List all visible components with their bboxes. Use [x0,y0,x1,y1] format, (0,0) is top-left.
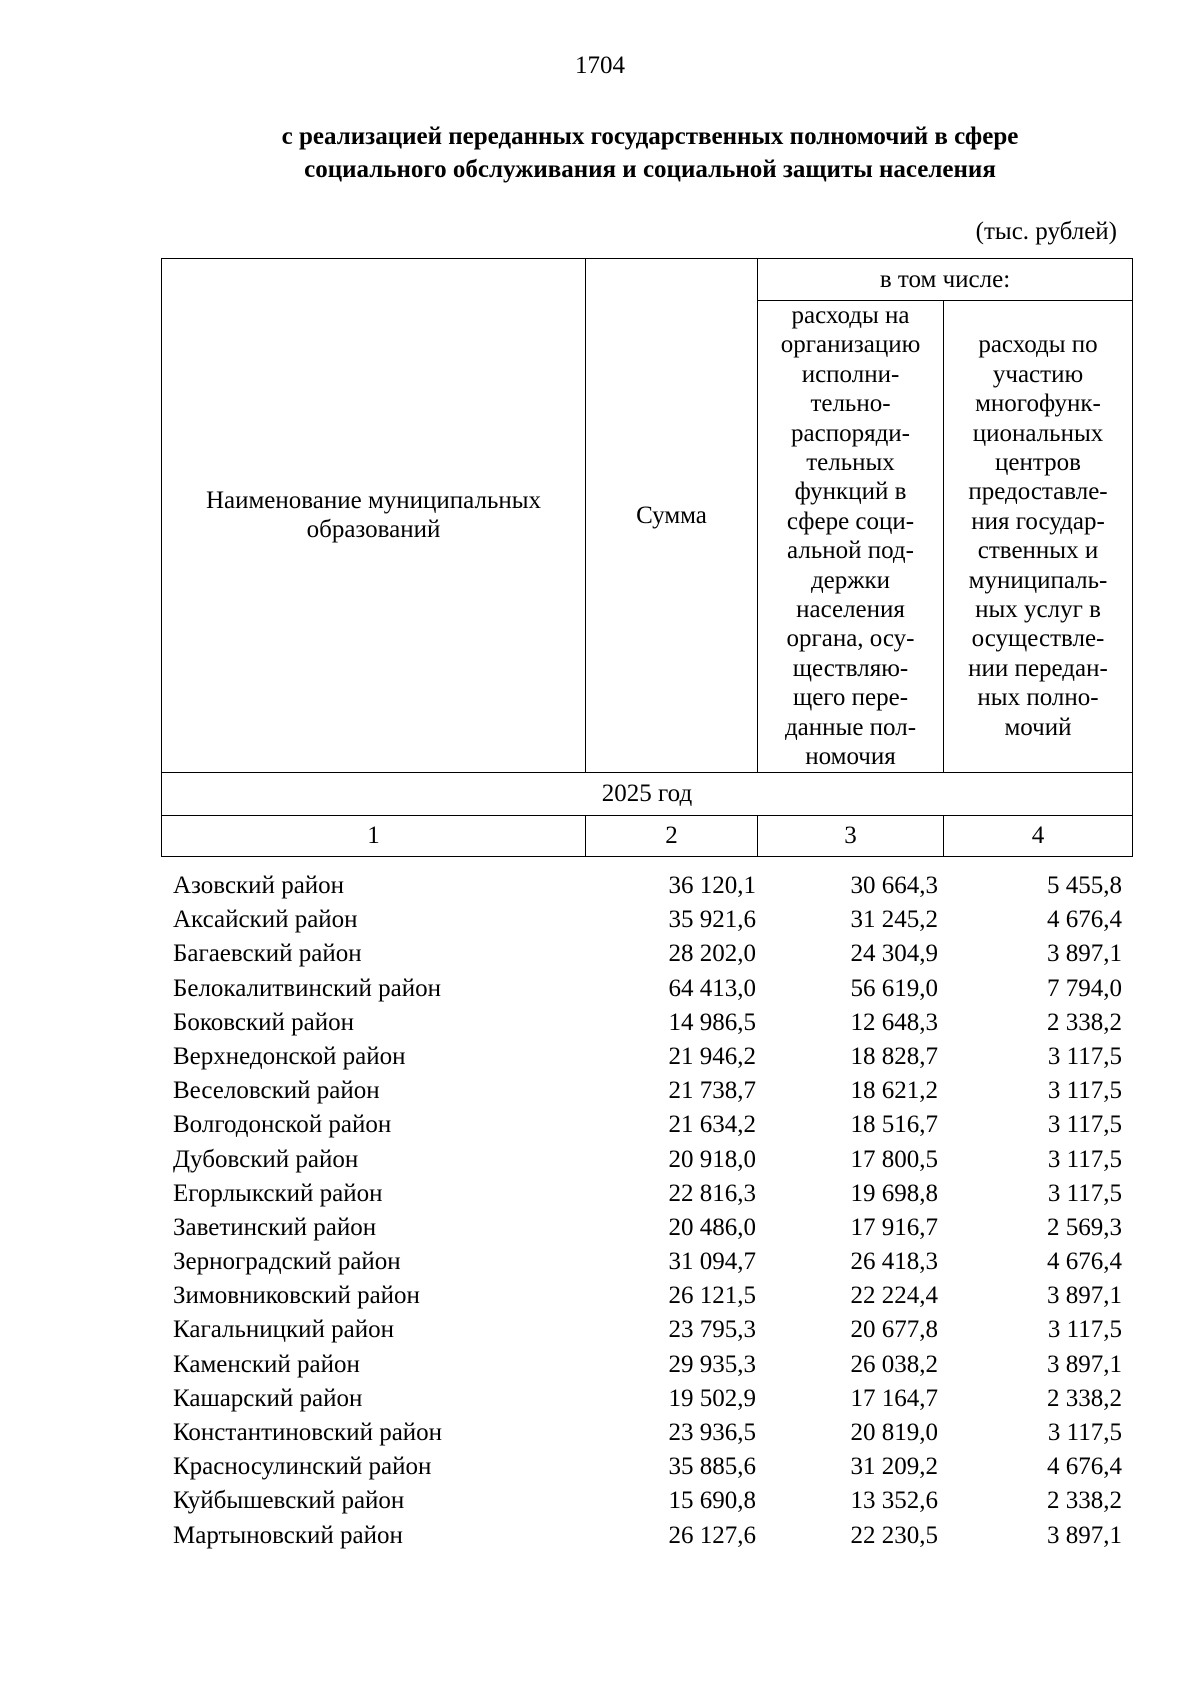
sum-value: 22 816,3 [668,1179,756,1207]
header-line: ных услуг в [975,596,1101,624]
col4-value: 2 338,2 [1047,1384,1122,1412]
table-row [0,1111,1200,1145]
district-name: Куйбышевский район [173,1487,405,1515]
district-name: Азовский район [173,872,345,899]
table-row [0,1282,1200,1316]
col3-header-lines [762,301,939,772]
col3-value: 18 621,2 [850,1077,938,1105]
header-line: данные пол- [784,713,917,741]
district-name: Заветинский район [173,1213,377,1241]
header-line: номочия [805,743,896,771]
column-number-2: 2 [586,815,758,856]
sum-value: 23 795,3 [668,1316,756,1344]
district-name: Константиновский район [173,1419,443,1446]
table-row [0,1522,1200,1556]
district-name: Веселовский район [173,1077,380,1105]
col4-value: 3 117,5 [1047,1145,1122,1173]
sum-value: 23 936,5 [668,1419,756,1446]
year-row: 2025 год [162,772,1133,815]
table-row [0,1214,1200,1248]
header-line: расходы на [791,302,910,329]
district-name: Багаевский район [173,940,362,968]
col4-value: 3 117,5 [1047,1316,1122,1344]
header-line: участию [992,360,1084,388]
table-body [0,872,1200,1556]
district-name: Кагальницкий район [173,1316,395,1344]
table-row [0,1419,1200,1453]
col4-value: 4 676,4 [1047,1248,1122,1276]
col3-value: 18 828,7 [850,1042,938,1070]
col4-value: 3 117,5 [1047,1419,1122,1446]
heading-line-1: с реализацией переданных государственных полномочий в сфере [281,123,1019,150]
column-header-col4 [944,301,1133,773]
col3-value: 17 800,5 [850,1145,938,1173]
header-line: многофунк- [975,390,1101,418]
table-row [0,1146,1200,1180]
column-header-name: Наименование муниципальных образований [162,259,586,773]
col3-value: 12 648,3 [850,1008,938,1036]
table-row [0,1351,1200,1385]
district-name: Верхнедонской район [173,1042,406,1070]
district-name: Красносулинский район [173,1453,432,1481]
sum-value: 64 413,0 [668,974,756,1002]
col3-value: 24 304,9 [850,940,938,968]
col4-value: 4 676,4 [1047,906,1122,934]
header-line: мочий [1004,713,1072,741]
header-line: циональных [972,419,1104,447]
sum-value: 15 690,8 [668,1487,756,1515]
district-name: Волгодонской район [173,1111,392,1139]
column-number-1: 1 [162,815,586,856]
header-line: нии передан- [968,654,1108,682]
units-label: (тыс. рублей) [975,218,1117,245]
column-header-including: в том числе: [758,259,1133,301]
table-row [0,872,1200,906]
table-row [0,1453,1200,1487]
sum-value: 21 634,2 [668,1111,756,1139]
col3-value: 19 698,8 [850,1179,938,1207]
header-line: ственных и [977,537,1099,565]
header-line: альной под- [787,537,914,565]
col4-value: 3 117,5 [1047,1111,1122,1139]
col4-value: 3 117,5 [1047,1042,1122,1070]
header-line: органа, осу- [786,625,915,653]
table-row [0,975,1200,1009]
document-heading [160,120,1140,186]
table-row [0,1077,1200,1111]
header-line: центров [995,449,1081,477]
col3-value: 22 230,5 [850,1521,938,1549]
col4-value: 3 897,1 [1047,1521,1122,1549]
col3-value: 31 209,2 [850,1453,938,1481]
sum-value: 26 127,6 [668,1521,756,1549]
header-line: распоряди- [791,419,910,447]
table-row [0,1248,1200,1282]
sum-value: 35 921,6 [668,906,756,934]
sum-value: 21 946,2 [668,1042,756,1070]
column-number-4: 4 [944,815,1133,856]
header-line: держки [810,566,891,594]
col3-value: 26 418,3 [850,1248,938,1276]
sum-value: 28 202,0 [668,940,756,968]
sum-value: 29 935,3 [668,1350,756,1378]
sum-value: 26 121,5 [668,1282,756,1310]
table-row [0,906,1200,940]
col4-value: 3 897,1 [1047,1282,1122,1310]
district-name: Каменский район [173,1350,360,1378]
col4-header-lines [948,330,1128,742]
header-line: ния государ- [971,507,1105,535]
table-header [161,258,1133,857]
col3-value: 20 677,8 [850,1316,938,1344]
sum-value: 20 486,0 [668,1213,756,1241]
table-row [0,1385,1200,1419]
header-line: функций в [794,478,907,506]
col3-value: 30 664,3 [850,872,938,899]
district-name: Боковский район [173,1008,354,1036]
header-line: исполни- [801,360,900,388]
sum-value: 19 502,9 [668,1384,756,1412]
sum-value: 14 986,5 [668,1008,756,1036]
heading-line-2: социального обслуживания и социальной защиты населения [304,156,996,183]
header-line: муниципаль- [968,566,1108,594]
district-name: Мартыновский район [173,1521,403,1549]
col4-value: 3 117,5 [1047,1077,1122,1105]
col4-value: 2 338,2 [1047,1487,1122,1515]
header-line: сфере соци- [786,507,915,535]
sum-value: 31 094,7 [668,1248,756,1276]
header-line: организацию [780,331,921,359]
col3-value: 18 516,7 [850,1111,938,1139]
col3-value: 17 916,7 [850,1213,938,1241]
col4-value: 2 338,2 [1047,1008,1122,1036]
col3-value: 20 819,0 [850,1419,938,1446]
header-line: предоставле- [968,478,1108,506]
col3-value: 22 224,4 [850,1282,938,1310]
sum-value: 21 738,7 [668,1077,756,1105]
page-number: 1704 [575,52,625,79]
header-line: щего пере- [792,684,909,712]
header-line: расходы по [978,331,1098,359]
col3-value: 26 038,2 [850,1350,938,1378]
district-name: Егорлыкский район [173,1179,383,1207]
header-line: тельно- [810,390,891,418]
col4-value: 5 455,8 [1047,872,1122,899]
header-line: населения [796,596,905,624]
district-name: Кашарский район [173,1384,363,1412]
col3-value: 17 164,7 [850,1384,938,1412]
col4-value: 3 117,5 [1047,1179,1122,1207]
col4-value: 3 897,1 [1047,1350,1122,1378]
district-name: Белокалитвинский район [173,974,441,1002]
header-line: осуществле- [971,625,1105,653]
column-header-sum: Сумма [586,259,758,773]
column-header-col3 [758,301,944,773]
col4-value: 2 569,3 [1047,1213,1122,1241]
header-line: тельных [806,449,895,477]
table-row [0,1487,1200,1521]
header-line: ществляю- [792,654,909,682]
col3-value: 13 352,6 [850,1487,938,1515]
table-row [0,1316,1200,1350]
table-row [0,1009,1200,1043]
district-name: Дубовский район [173,1145,359,1173]
sum-value: 36 120,1 [668,872,756,899]
district-name: Зерноградский район [173,1248,401,1276]
sum-value: 35 885,6 [668,1453,756,1481]
table-row [0,1043,1200,1077]
header-line: ных полно- [977,684,1099,712]
col4-value: 7 794,0 [1047,974,1122,1002]
col4-value: 3 897,1 [1047,940,1122,968]
sum-value: 20 918,0 [668,1145,756,1173]
table-row [0,1180,1200,1214]
column-number-3: 3 [758,815,944,856]
col3-value: 31 245,2 [850,906,938,934]
table-row [0,940,1200,974]
district-name: Зимовниковский район [173,1282,420,1310]
col3-value: 56 619,0 [850,974,938,1002]
district-name: Аксайский район [173,906,358,934]
col4-value: 4 676,4 [1047,1453,1122,1481]
